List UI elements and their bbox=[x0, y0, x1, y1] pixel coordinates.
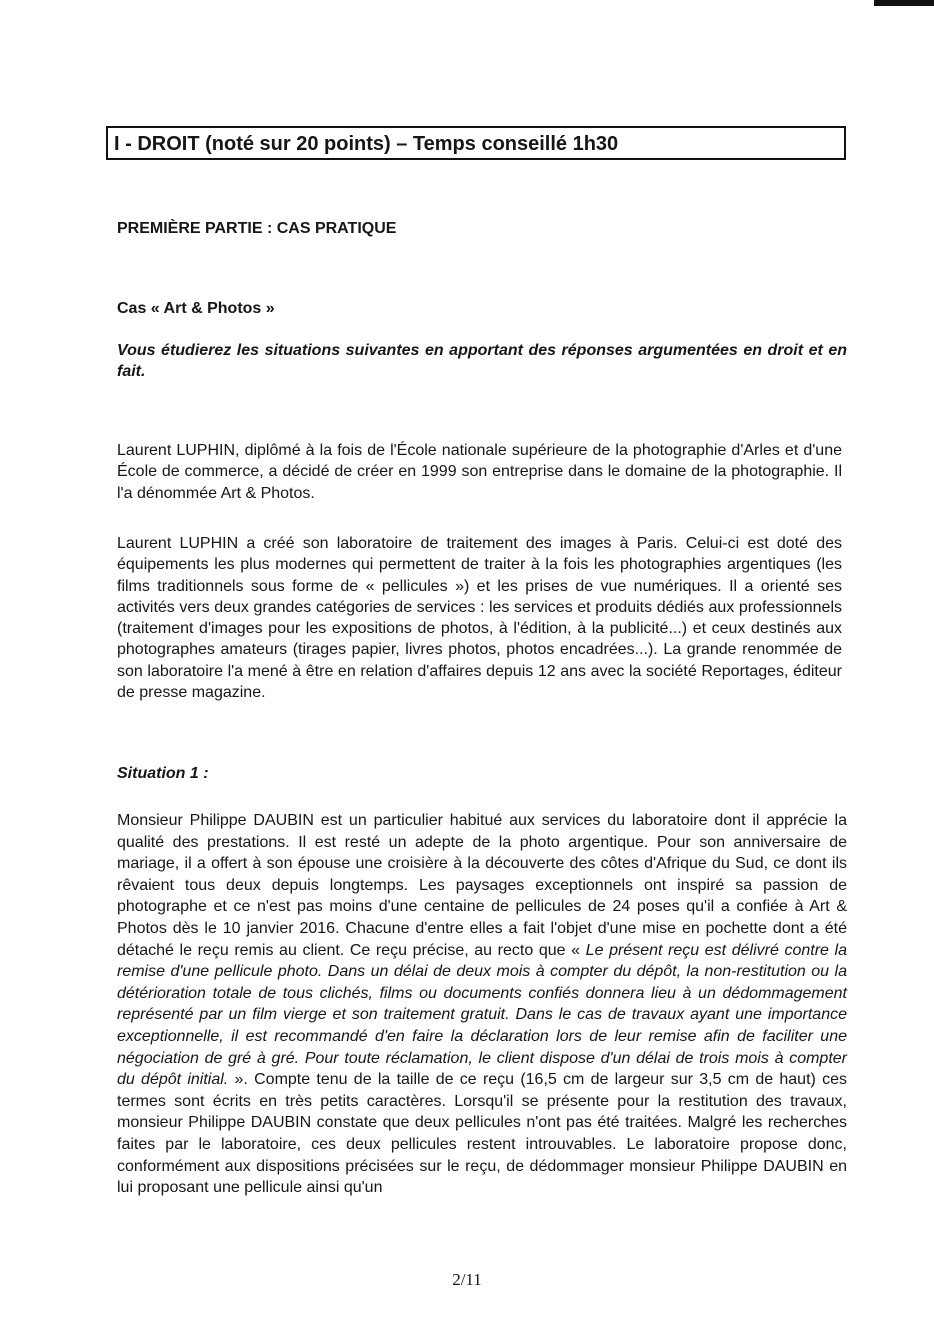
page-number: 2/11 bbox=[452, 1270, 482, 1289]
section-title-box bbox=[106, 126, 846, 160]
paragraph-intro: Laurent LUPHIN, diplômé à la fois de l'École nationale supérieure de la photographie d'Arles et d'une École de commerce, a décidé de créer en 1999 son entreprise dans le domaine de la photographie. Il l'a dénommée Art & Photos. bbox=[117, 442, 842, 502]
scan-edge-mark bbox=[874, 0, 934, 6]
situation-text-part-a: Monsieur Philippe DAUBIN est un particulier habitué aux services du laboratoire dont il apprécie la qualité des prestations. Il est resté un adepte de la photo argentique. Pour son anniversaire de mariage, il a offert à son épouse une croisière à la découverte des côtes d'Afrique du Sud, ce dont ils rêvaient tous deux depuis longtemps. Les paysages exceptionnels ont inspiré sa passion de photographe et ce n'est pas moins d'une centaine de pellicules de 24 poses qu'il a confiée à Art & Photos dès le 10 janvier 2016. Chacune d'entre elles a fait l'objet d'une mise en pochette dont a été détaché le reçu remis au client. Ce reçu précise, au recto que « bbox=[117, 812, 847, 959]
section-title: I - DROIT (noté sur 20 points) – Temps conseillé 1h30 bbox=[114, 133, 619, 155]
part-title: PREMIÈRE PARTIE : CAS PRATIQUE bbox=[117, 220, 397, 237]
situation-title: Situation 1 : bbox=[117, 765, 209, 782]
situation-text-part-b: ». Compte tenu de la taille de ce reçu (16,5 cm de largeur sur 3,5 cm de haut) ces termes sont écrits en très petits caractères. Lorsqu'il se présente pour la restitution des travaux, monsieur Philippe DAUBIN constate que deux pellicules n'ont pas été traitées. Malgré les recherches faites par le laboratoire, ces deux pellicules restent introuvables. Le laboratoire propose donc, conformément aux dispositions précisées sur le reçu, de dédommager monsieur Philippe DAUBIN en lui proposant une pellicule ainsi qu'un bbox=[117, 1071, 847, 1197]
situation-text bbox=[117, 810, 847, 1199]
case-instructions: Vous étudierez les situations suivantes en apportant des réponses argumentées en droit et en fait. bbox=[117, 342, 847, 380]
paragraph-laboratory: Laurent LUPHIN a créé son laboratoire de traitement des images à Paris. Celui-ci est doté des équipements les plus modernes qui permettent de traiter à la fois les photographies argentiques (les films traditionnels sous forme de « pellicules ») et les prises de vue numériques. Il a orienté ses activités vers deux grandes catégories de services : les services et produits dédiés aux professionnels (traitement d'images pour les expositions de photos, à l'édition, à la publicité...) et ceux destinés aux photographes amateurs (tirages papier, livres photos, photos encadrées...). La grande renommée de son laboratoire l'a mené à être en relation d'affaires depuis 12 ans avec la société Reportages, éditeur de presse magazine. bbox=[117, 535, 842, 702]
receipt-quote: Le présent reçu est délivré contre la remise d'une pellicule photo. Dans un délai de deux mois à compter du dépôt, la non-restitution ou la détérioration totale de tous clichés, films ou documents confiés donnera lieu à un dédommagement représenté par un film vierge et son traitement gratuit. Dans le cas de travaux ayant une importance exceptionnelle, il est recommandé d'en faire la déclaration lors de leur remise afin de faciliter une négociation de gré à gré. Pour toute réclamation, le client dispose d'un délai de trois mois à compter du dépôt initial. bbox=[117, 941, 847, 1089]
case-title: Cas « Art & Photos » bbox=[117, 300, 275, 317]
